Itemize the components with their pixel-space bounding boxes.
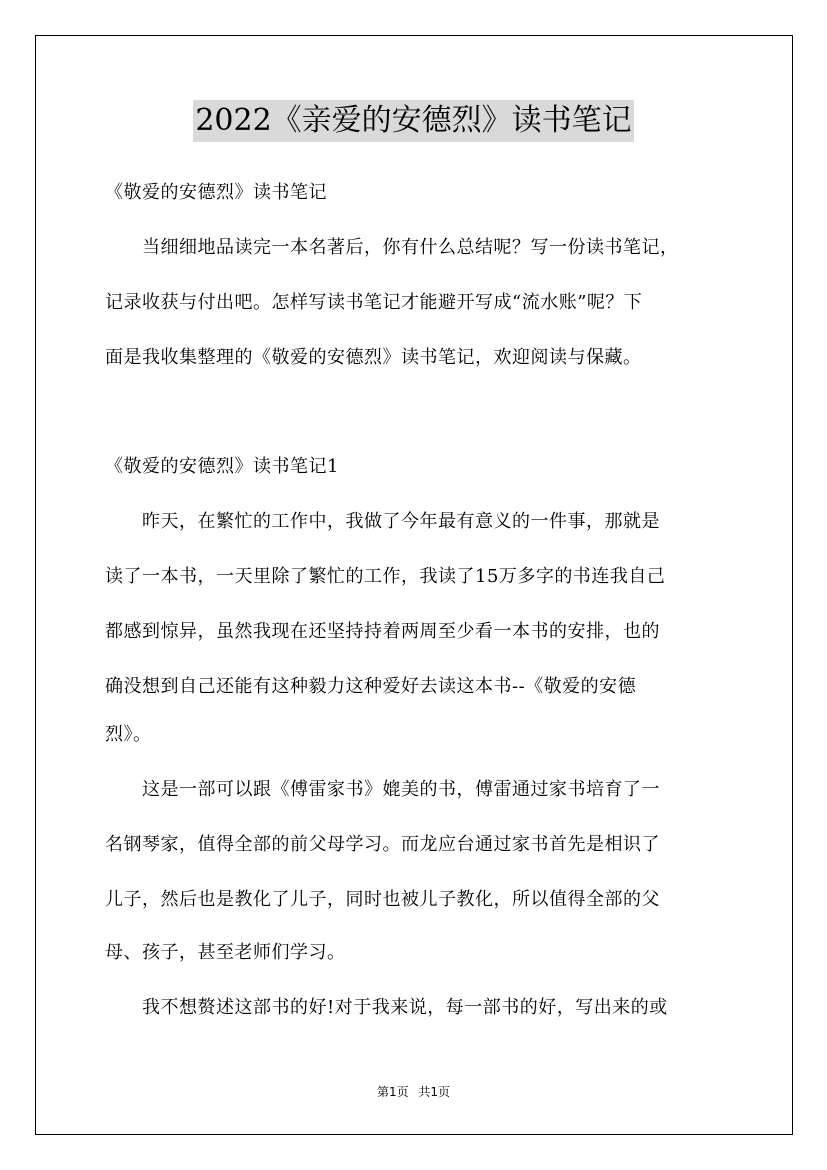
section-heading: 《敬爱的安德烈》读书笔记 (105, 182, 327, 203)
paragraph-line: 儿子，然后也是教化了儿子，同时也被儿子教化，所以值得全部的父 (105, 889, 660, 910)
page-total: 共1页 (418, 1085, 451, 1099)
section-heading: 《敬爱的安德烈》读书笔记1 (105, 456, 339, 477)
paragraph-line: 这是一部可以跟《傅雷家书》媲美的书，傅雷通过家书培育了一 (105, 779, 660, 800)
paragraph-line: 都感到惊异，虽然我现在还坚持持着两周至少看一本书的安排，也的 (105, 621, 660, 642)
title-container (0, 100, 827, 142)
paragraph-line: 读了一本书，一天里除了繁忙的工作，我读了15万多字的书连我自己 (105, 566, 666, 587)
paragraph-line: 确没想到自己还能有这种毅力这种爱好去读这本书--《敬爱的安德 (105, 676, 637, 697)
page-footer (0, 1083, 827, 1100)
paragraph-line: 当细细地品读完一本名著后，你有什么总结呢？写一份读书笔记， (105, 237, 679, 258)
page-number: 第1页 (376, 1085, 409, 1099)
document-title: 2022《亲爱的安德烈》读书笔记 (193, 100, 633, 142)
paragraph-line: 烈》。 (105, 724, 152, 745)
paragraph-line: 记录收获与付出吧。怎样写读书笔记才能避开写成“流水账”呢？下 (105, 292, 643, 313)
paragraph-line: 母、孩子，甚至老师们学习。 (105, 942, 346, 963)
paragraph-line: 昨天，在繁忙的工作中，我做了今年最有意义的一件事，那就是 (105, 511, 660, 532)
paragraph-line: 面是我收集整理的《敬爱的安德烈》读书笔记，欢迎阅读与保藏。 (105, 347, 642, 368)
paragraph-line: 我不想赘述这部书的好!对于我来说，每一部书的好，写出来的或 (105, 997, 668, 1018)
paragraph-line: 名钢琴家，值得全部的前父母学习。而龙应台通过家书首先是相识了 (105, 834, 660, 855)
